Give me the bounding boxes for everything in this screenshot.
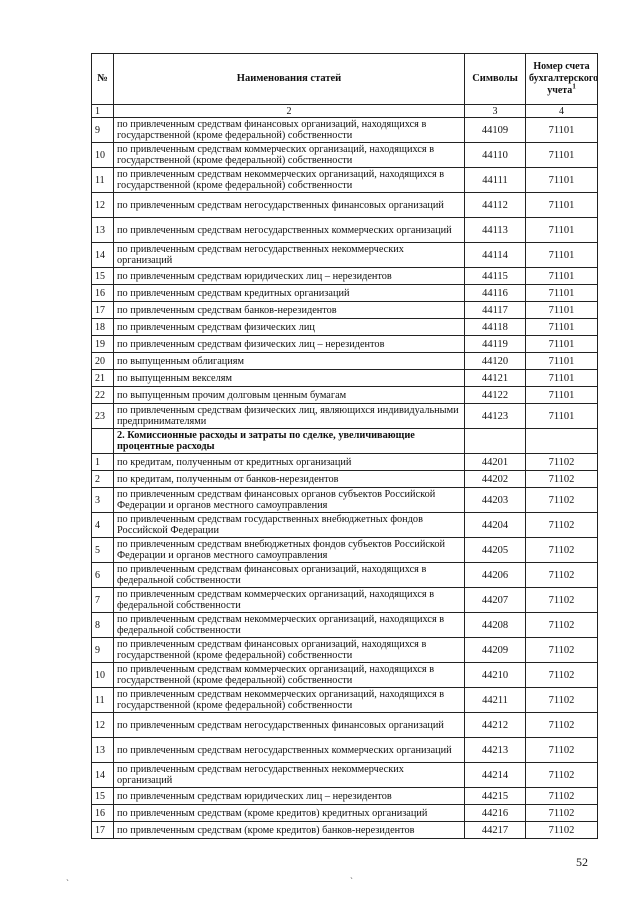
table-row xyxy=(92,763,598,788)
row-symbol: 44114 xyxy=(465,243,526,268)
row-account: 71102 xyxy=(526,563,598,588)
row-account: 71102 xyxy=(526,663,598,688)
table-row xyxy=(92,638,598,663)
header-name: Наименования статей xyxy=(114,54,465,105)
row-symbol: 44112 xyxy=(465,193,526,218)
row-name: по кредитам, полученным от кредитных организаций xyxy=(114,454,465,471)
row-symbol: 44203 xyxy=(465,488,526,513)
row-symbol: 44217 xyxy=(465,822,526,839)
row-account: 71101 xyxy=(526,302,598,319)
row-number: 5 xyxy=(92,538,114,563)
row-symbol: 44215 xyxy=(465,788,526,805)
scan-mark: ˋ xyxy=(350,876,353,886)
row-account: 71101 xyxy=(526,193,598,218)
row-account: 71102 xyxy=(526,805,598,822)
row-account xyxy=(526,429,598,454)
row-symbol: 44201 xyxy=(465,454,526,471)
table-row xyxy=(92,805,598,822)
table-row xyxy=(92,193,598,218)
row-symbol: 44119 xyxy=(465,336,526,353)
row-number: 1 xyxy=(92,454,114,471)
row-name: по выпущенным облигациям xyxy=(114,353,465,370)
header-account-footnote: 1 xyxy=(572,82,576,91)
row-name: по привлеченным средствам (кроме кредитов) банков-нерезидентов xyxy=(114,822,465,839)
row-name: по привлеченным средствам негосударственных коммерческих организаций xyxy=(114,738,465,763)
table-body xyxy=(92,105,598,839)
row-name: 2. Комиссионные расходы и затраты по сделке, увеличивающие процентные расходы xyxy=(114,429,465,454)
row-account: 71101 xyxy=(526,168,598,193)
row-name: по привлеченным средствам финансовых организаций, находящихся в государственной (кроме федеральной) собственности xyxy=(114,638,465,663)
table-row xyxy=(92,168,598,193)
row-symbol: 44214 xyxy=(465,763,526,788)
row-number: 11 xyxy=(92,168,114,193)
table-row xyxy=(92,454,598,471)
row-account: 71101 xyxy=(526,268,598,285)
row-name: по привлеченным средствам некоммерческих организаций, находящихся в федеральной собственности xyxy=(114,613,465,638)
row-number: 14 xyxy=(92,763,114,788)
row-account: 71102 xyxy=(526,454,598,471)
row-name: по привлеченным средствам (кроме кредитов) кредитных организаций xyxy=(114,805,465,822)
row-name: по привлеченным средствам некоммерческих организаций, находящихся в государственной (кроме федеральной) собственности xyxy=(114,688,465,713)
row-number: 20 xyxy=(92,353,114,370)
row-name: по привлеченным средствам коммерческих организаций, находящихся в федеральной собственности xyxy=(114,588,465,613)
table-row xyxy=(92,738,598,763)
row-name: по привлеченным средствам негосударственных финансовых организаций xyxy=(114,713,465,738)
table-row xyxy=(92,118,598,143)
row-symbol: 44110 xyxy=(465,143,526,168)
row-account: 71101 xyxy=(526,319,598,336)
row-symbol: 44115 xyxy=(465,268,526,285)
table-row xyxy=(92,563,598,588)
table-row xyxy=(92,822,598,839)
table-row xyxy=(92,613,598,638)
row-name: по привлеченным средствам негосударственных коммерческих организаций xyxy=(114,218,465,243)
row-number: 10 xyxy=(92,663,114,688)
row-number: 13 xyxy=(92,738,114,763)
row-number: 23 xyxy=(92,404,114,429)
index-cell: 4 xyxy=(526,105,598,118)
row-symbol: 44216 xyxy=(465,805,526,822)
row-name: по привлеченным средствам физических лиц, являющихся индивидуальными предпринимателями xyxy=(114,404,465,429)
row-account: 71101 xyxy=(526,353,598,370)
row-name: по привлеченным средствам коммерческих организаций, находящихся в государственной (кроме федеральной) собственности xyxy=(114,143,465,168)
row-symbol: 44204 xyxy=(465,513,526,538)
row-symbol: 44210 xyxy=(465,663,526,688)
row-symbol: 44117 xyxy=(465,302,526,319)
row-symbol: 44116 xyxy=(465,285,526,302)
table-row xyxy=(92,788,598,805)
table-row xyxy=(92,663,598,688)
row-name: по привлеченным средствам негосударственных некоммерческих организаций xyxy=(114,763,465,788)
row-name: по привлеченным средствам негосударственных некоммерческих организаций xyxy=(114,243,465,268)
row-symbol: 44208 xyxy=(465,613,526,638)
row-symbol: 44120 xyxy=(465,353,526,370)
section-row xyxy=(92,429,598,454)
row-number: 21 xyxy=(92,370,114,387)
row-account: 71102 xyxy=(526,538,598,563)
row-number: 18 xyxy=(92,319,114,336)
row-number: 6 xyxy=(92,563,114,588)
row-account: 71102 xyxy=(526,713,598,738)
table-row xyxy=(92,370,598,387)
row-number: 14 xyxy=(92,243,114,268)
table-row xyxy=(92,336,598,353)
index-cell: 2 xyxy=(114,105,465,118)
table-row xyxy=(92,285,598,302)
table-row xyxy=(92,268,598,285)
row-symbol: 44109 xyxy=(465,118,526,143)
accounts-table xyxy=(91,53,598,839)
index-cell: 1 xyxy=(92,105,114,118)
row-symbol: 44211 xyxy=(465,688,526,713)
row-name: по привлеченным средствам юридических лиц – нерезидентов xyxy=(114,788,465,805)
row-symbol: 44122 xyxy=(465,387,526,404)
row-number: 19 xyxy=(92,336,114,353)
row-name: по привлеченным средствам государственных внебюджетных фондов Российской Федерации xyxy=(114,513,465,538)
row-number: 8 xyxy=(92,613,114,638)
header-num: № xyxy=(92,54,114,105)
index-cell: 3 xyxy=(465,105,526,118)
row-symbol: 44113 xyxy=(465,218,526,243)
row-symbol: 44121 xyxy=(465,370,526,387)
row-name: по привлеченным средствам финансовых органов субъектов Российской Федерации и органов местного самоуправления xyxy=(114,488,465,513)
row-name: по привлеченным средствам кредитных организаций xyxy=(114,285,465,302)
row-name: по привлеченным средствам банков-нерезидентов xyxy=(114,302,465,319)
table-row xyxy=(92,538,598,563)
row-account: 71102 xyxy=(526,613,598,638)
row-number: 15 xyxy=(92,788,114,805)
table-row xyxy=(92,471,598,488)
row-symbol: 44123 xyxy=(465,404,526,429)
row-name: по привлеченным средствам негосударственных финансовых организаций xyxy=(114,193,465,218)
table-row xyxy=(92,243,598,268)
row-number: 17 xyxy=(92,822,114,839)
row-number: 3 xyxy=(92,488,114,513)
row-symbol: 44209 xyxy=(465,638,526,663)
table-row xyxy=(92,488,598,513)
row-number: 9 xyxy=(92,118,114,143)
table-header-row xyxy=(92,54,598,105)
row-account: 71102 xyxy=(526,763,598,788)
row-account: 71102 xyxy=(526,738,598,763)
row-name: по кредитам, полученным от банков-нерезидентов xyxy=(114,471,465,488)
row-number: 15 xyxy=(92,268,114,285)
row-account: 71102 xyxy=(526,638,598,663)
table-row xyxy=(92,588,598,613)
table-row xyxy=(92,218,598,243)
row-number: 16 xyxy=(92,805,114,822)
table-row xyxy=(92,319,598,336)
row-number: 16 xyxy=(92,285,114,302)
row-account: 71101 xyxy=(526,285,598,302)
row-account: 71101 xyxy=(526,243,598,268)
row-symbol: 44206 xyxy=(465,563,526,588)
row-account: 71102 xyxy=(526,513,598,538)
row-account: 71101 xyxy=(526,370,598,387)
table-row xyxy=(92,387,598,404)
row-account: 71102 xyxy=(526,788,598,805)
row-account: 71101 xyxy=(526,336,598,353)
row-account: 71102 xyxy=(526,488,598,513)
row-symbol xyxy=(465,429,526,454)
row-symbol: 44202 xyxy=(465,471,526,488)
row-number: 7 xyxy=(92,588,114,613)
row-name: по привлеченным средствам внебюджетных фондов субъектов Российской Федерации и органов местного самоуправления xyxy=(114,538,465,563)
row-number: 9 xyxy=(92,638,114,663)
row-name: по привлеченным средствам финансовых организаций, находящихся в государственной (кроме федеральной) собственности xyxy=(114,118,465,143)
row-number: 22 xyxy=(92,387,114,404)
row-account: 71102 xyxy=(526,588,598,613)
row-number xyxy=(92,429,114,454)
table-row xyxy=(92,302,598,319)
row-account: 71101 xyxy=(526,404,598,429)
column-index-row xyxy=(92,105,598,118)
table-row xyxy=(92,143,598,168)
row-account: 71102 xyxy=(526,688,598,713)
row-symbol: 44207 xyxy=(465,588,526,613)
row-account: 71101 xyxy=(526,218,598,243)
row-account: 71101 xyxy=(526,143,598,168)
row-name: по выпущенным векселям xyxy=(114,370,465,387)
row-number: 2 xyxy=(92,471,114,488)
row-symbol: 44205 xyxy=(465,538,526,563)
row-symbol: 44213 xyxy=(465,738,526,763)
row-symbol: 44212 xyxy=(465,713,526,738)
row-number: 12 xyxy=(92,193,114,218)
row-name: по выпущенным прочим долговым ценным бумагам xyxy=(114,387,465,404)
row-number: 12 xyxy=(92,713,114,738)
row-account: 71102 xyxy=(526,822,598,839)
row-account: 71101 xyxy=(526,387,598,404)
row-name: по привлеченным средствам финансовых организаций, находящихся в федеральной собственности xyxy=(114,563,465,588)
header-symbols: Символы xyxy=(465,54,526,105)
header-account xyxy=(526,54,598,105)
row-number: 17 xyxy=(92,302,114,319)
scan-mark: ˋ xyxy=(66,878,69,888)
table-row xyxy=(92,404,598,429)
row-name: по привлеченным средствам некоммерческих организаций, находящихся в государственной (кроме федеральной) собственности xyxy=(114,168,465,193)
header-account-text: Номер счета бухгалтерского учета xyxy=(529,61,599,96)
row-account: 71101 xyxy=(526,118,598,143)
row-name: по привлеченным средствам физических лиц xyxy=(114,319,465,336)
page-number: 52 xyxy=(576,855,588,869)
table-row xyxy=(92,353,598,370)
table-row xyxy=(92,713,598,738)
row-number: 4 xyxy=(92,513,114,538)
row-name: по привлеченным средствам физических лиц – нерезидентов xyxy=(114,336,465,353)
row-number: 10 xyxy=(92,143,114,168)
row-symbol: 44118 xyxy=(465,319,526,336)
row-name: по привлеченным средствам коммерческих организаций, находящихся в государственной (кроме федеральной) собственности xyxy=(114,663,465,688)
table-row xyxy=(92,513,598,538)
table-row xyxy=(92,688,598,713)
row-symbol: 44111 xyxy=(465,168,526,193)
row-number: 13 xyxy=(92,218,114,243)
row-account: 71102 xyxy=(526,471,598,488)
row-number: 11 xyxy=(92,688,114,713)
row-name: по привлеченным средствам юридических лиц – нерезидентов xyxy=(114,268,465,285)
